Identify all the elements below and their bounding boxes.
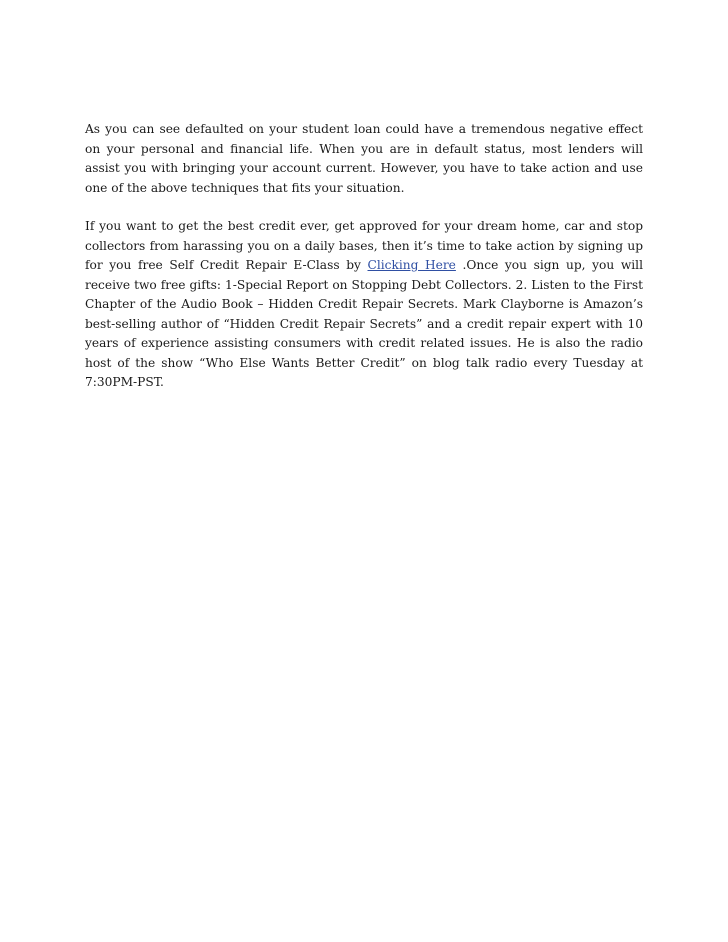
paragraph-call-to-action [85,217,643,393]
paragraph-2-text-after-link: .Once you sign up, you will receive two free gifts: 1-Special Report on Stopping Debt Collectors. 2. Listen to the First Chapter of the Audio Book – Hidden Credit Repair Secrets. Mark Clayborne is Amazon’s best-selling author of “Hidden Credit Repair Secrets” and a credit repair expert with 10 years of experience assisting consumers with credit related issues. He is also the radio host of the show “Who Else Wants Better Credit” on blog talk radio every Tuesday at 7:30PM-PST. [85,258,643,389]
document-body [85,120,643,412]
clicking-here-link[interactable]: Clicking Here [367,258,456,272]
paragraph-2-text-before-link: If you want to get the best credit ever, get approved for your dream home, car and stop collectors from harassing you on a daily bases, then it’s time to take action by signing up for you free Self Credit Repair E-Class by [85,219,643,272]
paragraph-default-consequences [85,120,643,198]
paragraph-1-text: As you can see defaulted on your student loan could have a tremendous negative effect on your personal and financial life. When you are in default status, most lenders will assist you with bringing your account current. However, you have to take action and use one of the above techniques that fits your situation. [85,122,643,195]
